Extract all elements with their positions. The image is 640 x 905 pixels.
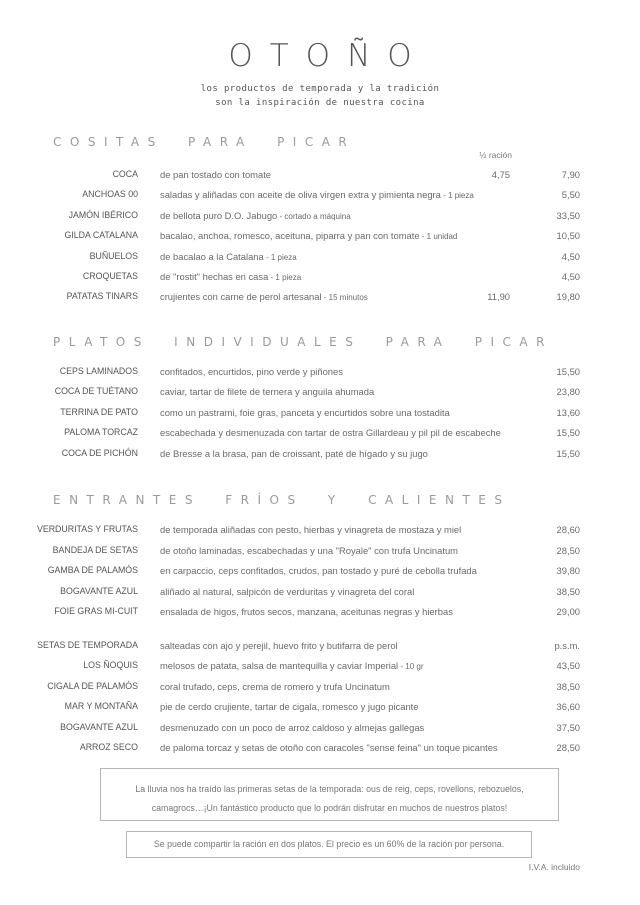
item-note: - 1 unidad: [419, 232, 458, 242]
item-description: [160, 681, 390, 692]
item-price: 4,50: [561, 271, 580, 282]
item-price: 36,60: [556, 701, 580, 713]
item-note: - 1 pieza: [440, 191, 474, 201]
item-name: BOGAVANTE AZUL: [60, 721, 138, 732]
item-price: 38,50: [556, 585, 580, 597]
menu-item: [0, 660, 640, 674]
section-title-cositas: COSITAS PARA PICAR: [53, 135, 356, 149]
item-name: GAMBA DE PALAMÓS: [47, 565, 138, 575]
item-description: [160, 291, 368, 302]
item-description: [160, 251, 297, 262]
menu-item: [0, 742, 640, 756]
item-description: [160, 386, 374, 397]
item-name: TERRINA DE PATO: [60, 406, 138, 417]
menu-item: [0, 448, 640, 462]
item-description-text: desmenuzado con un poco de arroz caldoso y almejas gallegas: [160, 721, 425, 733]
item-description: [160, 742, 498, 753]
item-name: CEPS LAMINADOS: [59, 366, 138, 376]
item-name: CIGALA DE PALAMÓS: [47, 680, 138, 691]
item-description-text: salteadas con ajo y perejil, huevo frito y butifarra de perol: [160, 640, 398, 651]
item-description-text: de otoño laminadas, escabechadas y una "Royale" con trufa Uncinatum: [160, 544, 458, 556]
item-note: - cortado a máquina: [277, 211, 351, 221]
item-description-text: de paloma torcaz y setas de otoño con caracoles "sense feina" un toque picantes: [160, 742, 498, 753]
menu-item: [0, 565, 640, 579]
menu-item: [0, 407, 640, 421]
item-description: [160, 701, 418, 712]
item-price: 23,80: [556, 386, 580, 398]
item-name: JAMÓN IBÉRICO: [68, 209, 138, 220]
item-name: VERDURITAS Y FRUTAS: [36, 524, 138, 534]
subtitle-line-1: los productos de temporada y la tradición: [200, 84, 440, 94]
menu-item: [0, 291, 640, 305]
item-name: MAR Y MONTAÑA: [64, 701, 138, 712]
item-description: [160, 271, 301, 282]
item-price: 28,50: [556, 742, 580, 753]
item-description-text: de Bresse a la brasa, pan de croissant, paté de hígado y su jugo: [160, 447, 428, 459]
menu-item: [0, 189, 640, 203]
menu-item: [0, 701, 640, 715]
item-description-text: caviar, tartar de filete de ternera y anguila ahumada: [160, 386, 375, 398]
subtitle-line-2: son la inspiración de nuestra cocina: [215, 98, 425, 108]
item-price: 15,50: [556, 366, 580, 377]
item-description: [160, 606, 453, 617]
menu-item: [0, 366, 640, 380]
item-name: GILDA CATALANA: [64, 230, 138, 241]
menu-title: OTOÑO: [228, 38, 429, 74]
menu-item: [0, 524, 640, 538]
item-description-text: de "rostit" hechas en casa: [160, 271, 269, 282]
item-price: 7,90: [561, 169, 580, 180]
item-note: - 15 minutos: [321, 293, 368, 303]
item-price: 19,80: [556, 291, 580, 303]
item-description: [160, 660, 424, 671]
item-note: - 1 pieza: [268, 273, 302, 282]
item-description: [160, 722, 424, 733]
item-price: 4,50: [561, 250, 580, 262]
item-price: p.s.m.: [554, 640, 580, 651]
item-price: 33,50: [556, 209, 580, 221]
menu-item: [0, 251, 640, 265]
item-price: 5,50: [561, 189, 580, 201]
item-note: - 10 gr: [398, 662, 424, 672]
item-price: 29,00: [556, 606, 580, 617]
item-description: [160, 230, 457, 241]
item-description-text: de pan tostado con tomate: [160, 169, 272, 180]
item-description-text: como un pastrami, foie gras, panceta y encurtidos sobre una tostadita: [160, 406, 450, 418]
item-description: [160, 189, 474, 200]
item-price: 38,50: [556, 680, 580, 692]
mushroom-note-line-1: La lluvia nos ha traído las primeras setas de la temporada: ous de reig, ceps, rovellons, rebozuelos,: [135, 784, 524, 794]
item-description: [160, 565, 477, 576]
item-name: COCA DE PICHÓN: [61, 447, 138, 458]
item-name: COCA DE TUÉTANO: [54, 386, 138, 397]
item-price: 28,50: [556, 544, 580, 556]
item-price: 10,50: [556, 230, 580, 242]
item-description-text: de temporada aliñadas con pesto, hierbas y vinagreta de mostaza y miel: [160, 524, 462, 535]
item-name: LOS ÑOQUIS: [83, 660, 138, 671]
item-description-text: de bacalao a la Catalana: [160, 250, 264, 262]
item-description: [160, 427, 501, 438]
item-description-text: pie de cerdo crujiente, tartar de cigala, romesco y jugo picante: [160, 701, 419, 713]
menu-item: [0, 640, 640, 654]
menu-item: [0, 606, 640, 620]
item-description-text: aliñado al natural, salpicón de verduritas y vinagreta del coral: [160, 585, 415, 597]
item-description-text: escabechada y desmenuzada con tartar de ostra Gillardeau y pil pil de escabeche: [160, 427, 501, 439]
item-description: [160, 586, 414, 597]
item-name: CROQUETAS: [82, 271, 138, 281]
item-price: 15,50: [556, 447, 580, 459]
item-name: SETAS DE TEMPORADA: [37, 640, 138, 650]
section-title-entrantes: ENTRANTES FRÍOS Y CALIENTES: [53, 493, 511, 507]
menu-item: [0, 681, 640, 695]
menu-item: [0, 169, 640, 183]
mushroom-note-box: [100, 768, 559, 821]
item-description: [160, 545, 458, 556]
item-name: PALOMA TORCAZ: [64, 427, 138, 438]
item-description-text: melosos de patata, salsa de mantequilla y caviar Imperial: [160, 660, 399, 672]
menu-item: [0, 586, 640, 600]
item-description-text: confitados, encurtidos, pino verde y piñones: [160, 366, 343, 377]
item-price: 13,60: [556, 406, 580, 418]
menu-item: [0, 545, 640, 559]
item-price: 43,50: [556, 660, 580, 672]
menu-item: [0, 427, 640, 441]
item-name: COCA: [112, 169, 138, 179]
item-description-text: de bellota puro D.O. Jabugo: [160, 209, 278, 221]
item-description: [160, 407, 450, 418]
item-description: [160, 366, 343, 377]
menu-item: [0, 210, 640, 224]
vat-note: I.V.A. incluido: [528, 862, 580, 872]
half-portion-label: ½ ración: [479, 150, 512, 160]
item-name: ARROZ SECO: [79, 742, 138, 752]
item-description: [160, 640, 398, 651]
section-title-platos: PLATOS INDIVIDUALES PARA PICAR: [53, 335, 553, 349]
item-description-text: crujientes con carne de perol artesanal: [160, 291, 322, 303]
item-half-price: 4,75: [491, 169, 510, 180]
mushroom-note-line-2: camagrocs…¡Un fantástico producto que lo podrán disfrutar en muchos de nuestros platos!: [151, 803, 508, 813]
item-name: PATATAS TINARS: [66, 291, 138, 302]
menu-item: [0, 230, 640, 244]
menu-item: [0, 722, 640, 736]
item-description-text: coral trufado, ceps, crema de romero y trufa Uncinatum: [160, 680, 390, 692]
item-half-price: 11,90: [487, 291, 510, 303]
item-name: FOIE GRAS MI-CUIT: [54, 606, 138, 616]
item-description: [160, 169, 271, 180]
item-name: ANCHOAS 00: [82, 189, 138, 200]
menu-item: [0, 386, 640, 400]
item-name: BANDEJA DE SETAS: [52, 544, 138, 555]
menu-item: [0, 271, 640, 285]
item-price: 37,50: [556, 721, 580, 733]
item-description-text: bacalao, anchoa, romesco, aceituna, piparra y pan con tomate: [160, 230, 420, 242]
item-description-text: ensalada de higos, frutos secos, manzana, aceitunas negras y hierbas: [160, 606, 453, 617]
item-note: - 1 pieza: [263, 252, 297, 262]
item-description-text: saladas y aliñadas con aceite de oliva virgen extra y pimienta negra: [160, 189, 441, 201]
item-price: 15,50: [556, 427, 580, 439]
item-name: BUÑUELOS: [89, 250, 138, 261]
share-note-box: [126, 831, 532, 858]
item-price: 28,60: [556, 524, 580, 535]
share-note: Se puede compartir la ración en dos platos. El precio es un 60% de la ración por persona.: [153, 839, 505, 849]
item-description: [160, 524, 461, 535]
item-name: BOGAVANTE AZUL: [60, 585, 138, 596]
item-description-text: en carpaccio, ceps confitados, crudos, pan tostado y puré de cebolla trufada: [160, 565, 477, 576]
item-description: [160, 448, 428, 459]
item-price: 39,80: [556, 565, 580, 576]
item-description: [160, 210, 351, 221]
